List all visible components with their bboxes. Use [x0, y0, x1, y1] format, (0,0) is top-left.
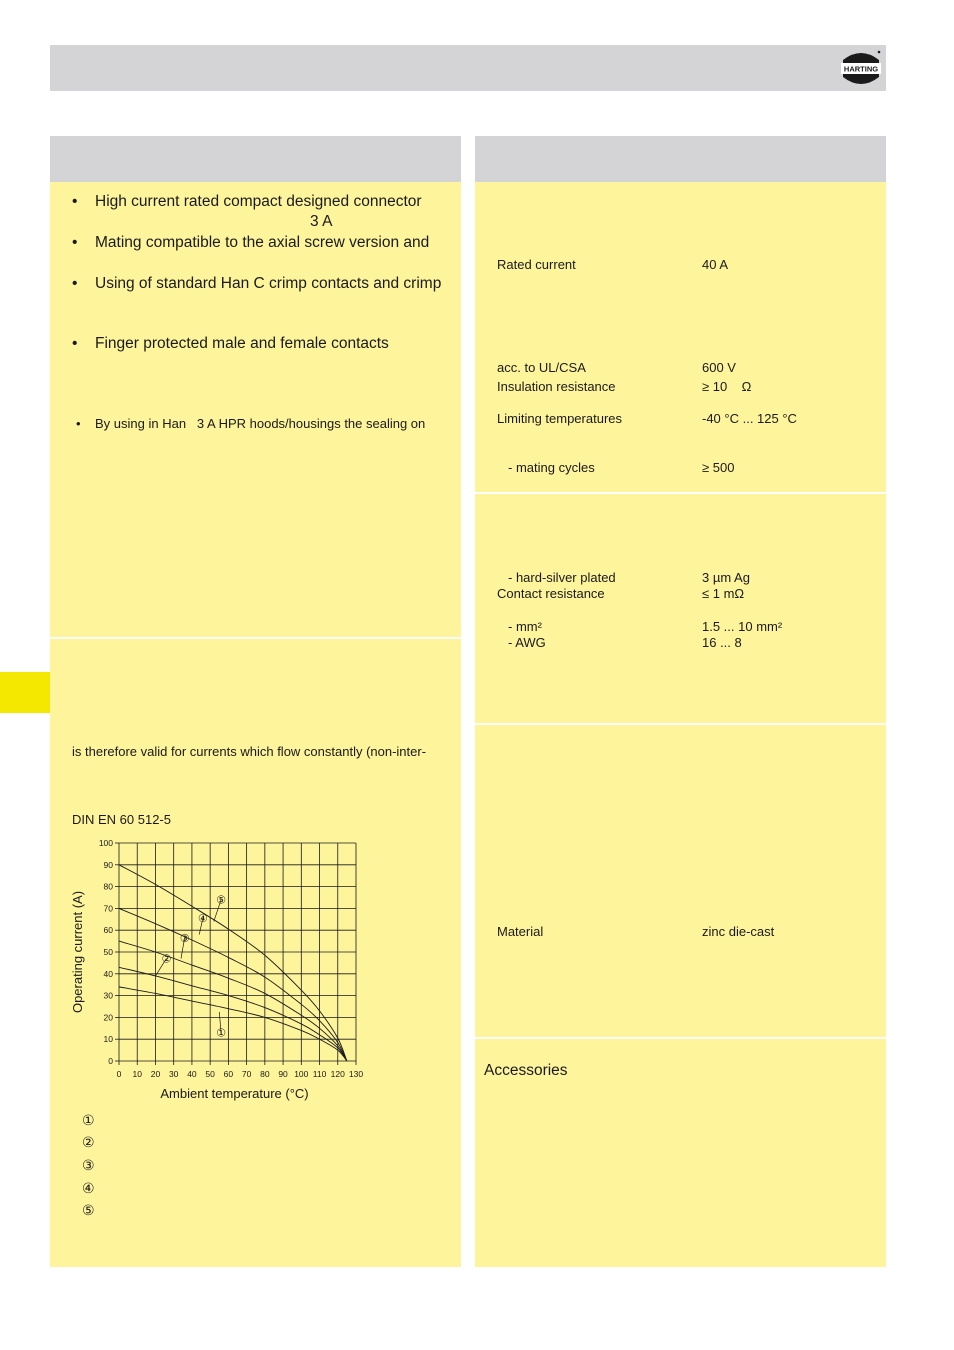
conductor-awg-value: 16 ... 8 [702, 635, 742, 650]
chart-tick-label-y: 80 [103, 881, 113, 892]
conductor-mm-value: 1.5 ... 10 mm² [702, 619, 783, 634]
contacts-panel [475, 494, 886, 723]
legend-marker-1: ① [82, 1112, 95, 1128]
ul-voltage-value: 600 V [702, 360, 736, 375]
chart-tick-label-y: 10 [103, 1034, 113, 1045]
chart-tick-label-x: 30 [168, 1069, 179, 1079]
chart-tick-label-x: 60 [223, 1069, 234, 1079]
chart-tick-label-x: 80 [260, 1069, 270, 1079]
ul-voltage-label: acc. to UL/CSA [497, 360, 586, 375]
feature-text: High current rated compact designed connector [95, 193, 422, 210]
mating-cycles-label: - mating cycles [508, 460, 595, 475]
chart-tick-label-x: 50 [205, 1069, 215, 1079]
header-bar [50, 45, 886, 91]
feature-text: Finger protected male and female contacts [95, 335, 389, 352]
feature-bullet: • [72, 335, 78, 352]
chart-tick-label-y: 100 [98, 838, 113, 848]
chart-series-1-line [119, 987, 347, 1061]
feature-bullet: • [72, 275, 78, 292]
chart-tick-label-y: 20 [103, 1012, 113, 1023]
chart-series-1-marker: ① [216, 1027, 227, 1040]
chart-series-3-marker: ③ [179, 932, 190, 945]
conductor-mm-label: - mm² [508, 619, 542, 634]
chart-series-2-marker: ② [161, 953, 172, 966]
feature-bullet: • [76, 416, 81, 431]
chart-tick-label-y: 90 [103, 859, 113, 870]
feature-bullet: • [72, 234, 78, 251]
legend-marker-4: ④ [82, 1180, 95, 1196]
chart-tick-label-y: 40 [103, 968, 113, 979]
chart-tick-label-x: 130 [348, 1069, 364, 1079]
derating-chart [62, 834, 372, 1106]
contact-resistance-value: ≤ 1 mΩ [702, 586, 745, 601]
feature-text: Using of standard Han C crimp contacts and crimp [95, 275, 442, 292]
rated-current-value: 40 A [702, 257, 729, 272]
legend-marker-2: ② [82, 1134, 95, 1150]
chart-tick-label-x: 120 [330, 1069, 345, 1079]
side-tab-marker [0, 672, 50, 713]
chart-series-5-marker: ⑤ [216, 894, 227, 907]
chart-tick-label-y: 60 [103, 925, 113, 936]
left-column-header [50, 136, 461, 182]
technical-data-panel [475, 182, 886, 492]
feature-text: By using in Han 3 A HPR hoods/housings the sealing on [95, 416, 426, 431]
derating-standard: DIN EN 60 512-5 [72, 812, 171, 827]
chart-series-4-marker: ④ [197, 913, 208, 926]
chart-tick-label-x: 40 [187, 1069, 197, 1079]
material-label: Material [497, 924, 544, 939]
chart-tick-label-x: 90 [278, 1069, 288, 1079]
chart-tick-label-y: 30 [103, 990, 113, 1001]
conductor-awg-label: - AWG [508, 635, 546, 650]
material-value: zinc die-cast [702, 924, 775, 939]
chart-series-3-line [119, 941, 347, 1061]
chart-tick-label-y: 0 [108, 1056, 113, 1066]
chart-tick-label-x: 70 [241, 1069, 252, 1079]
right-column-header [475, 136, 886, 182]
feature-text: Mating compatible to the axial screw version and [95, 234, 430, 251]
chart-tick-label-x: 0 [116, 1069, 122, 1079]
chart-tick-label-x: 10 [132, 1069, 142, 1079]
mating-cycles-value: ≥ 500 [702, 460, 735, 475]
insulation-value: ≥ 10 Ω [702, 379, 752, 394]
chart-series-4-line [119, 908, 347, 1061]
chart-tick-label-x: 110 [312, 1069, 327, 1079]
chart-tick-label-x: 20 [150, 1069, 161, 1079]
insulation-label: Insulation resistance [497, 379, 616, 394]
chart-tick-label-y: 50 [103, 947, 113, 957]
limiting-temp-label: Limiting temperatures [497, 411, 622, 426]
chart-xlabel: Ambient temperature (°C) [160, 1086, 309, 1101]
feature-subtext: 3 A [310, 213, 333, 230]
legend-marker-3: ③ [82, 1157, 95, 1173]
chart-series-5-line [119, 865, 347, 1061]
contact-resistance-label: Contact resistance [497, 586, 605, 601]
derating-description: is therefore valid for currents which flow constantly (non-inter- [72, 744, 427, 759]
rated-current-label: Rated current [497, 257, 576, 272]
housing-panel [475, 725, 886, 1037]
legend-marker-5: ⑤ [82, 1202, 95, 1218]
chart-tick-label-x: 100 [294, 1069, 309, 1079]
chart-ylabel: Operating current (A) [70, 890, 85, 1014]
chart-tick-label-y: 70 [103, 903, 113, 914]
feature-bullet: • [72, 193, 78, 210]
limiting-temp-value: -40 °C ... 125 °C [702, 411, 797, 426]
plating-label: - hard-silver plated [508, 570, 616, 585]
logo-text: HARTING [843, 64, 879, 74]
accessories-title: Accessories [484, 1062, 568, 1079]
plating-value: 3 µm Ag [702, 570, 750, 585]
harting-logo-icon [840, 48, 882, 88]
